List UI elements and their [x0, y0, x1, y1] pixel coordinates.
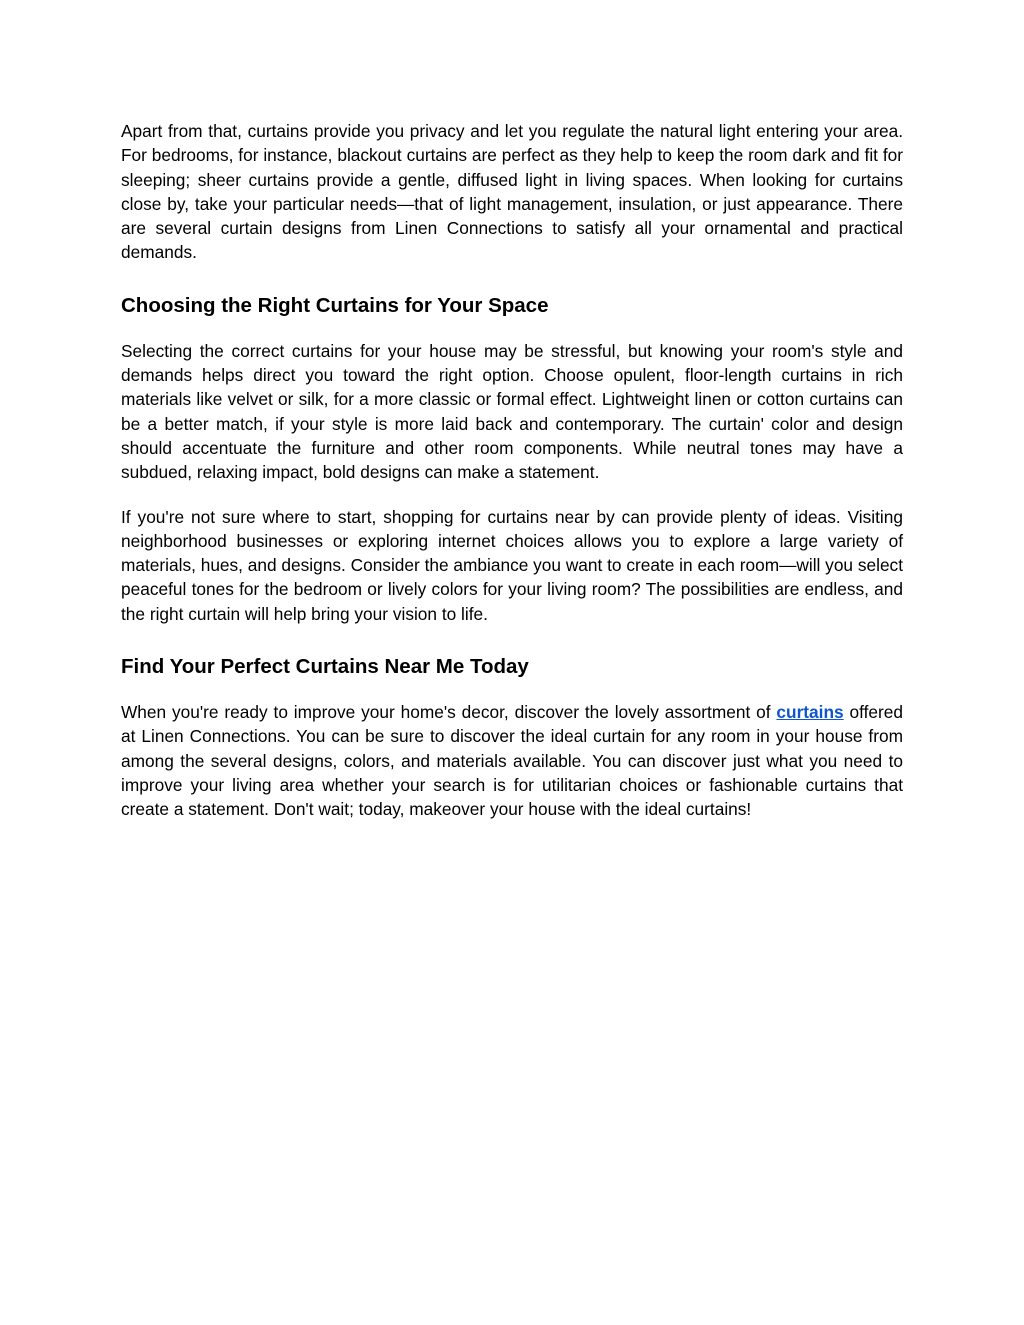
spacer	[121, 680, 903, 700]
paragraph-privacy-light: Apart from that, curtains provide you privacy and let you regulate the natural light entering your area. For bedrooms, for instance, blackout curtains are perfect as they help to keep the room dark and fit for sleeping; sheer curtains provide a gentle, diffused light in living spaces. When looking for curtains close by, take your particular needs—that of light management, insulation, or just appearance. There are several curtain designs from Linen Connections to satisfy all your ornamental and practical demands.	[121, 121, 903, 263]
paragraph-text-before-link: When you're ready to improve your home's decor, discover the lovely assortment of	[121, 702, 777, 723]
paragraph-text-after-link: offered at Linen Connections. You can be sure to discover the ideal curtain for any room in your house from among the several designs, colors, and materials available. You can discover just what you need to improve your living area whether your search is for utilitarian choices or fashionable curtains that create a statement. Don't wait; today, makeover your house with the ideal curtains!	[121, 702, 904, 820]
paragraph-linen-connections	[121, 700, 903, 821]
spacer	[121, 485, 903, 505]
paragraph-selecting-curtains: Selecting the correct curtains for your house may be stressful, but knowing your room's style and demands helps direct you toward the right option. Choose opulent, floor-length curtains in rich materials like velvet or silk, for a more classic or formal effect. Lightweight linen or cotton curtains can be a better match, if your style is more laid back and contemporary. The curtain' color and design should accentuate the furniture and other room components. While neutral tones may have a subdued, relaxing impact, bold designs can make a statement.	[121, 340, 903, 483]
curtains-link[interactable]: curtains	[776, 702, 844, 723]
spacer	[121, 265, 903, 293]
paragraph-shopping-ideas: If you're not sure where to start, shopping for curtains near by can provide plenty of ideas. Visiting neighborhood businesses or exploring internet choices allows you to explore a large variety of materials, hues, and designs. Consider the ambiance you want to create in each room—will you select peaceful tones for the bedroom or lively colors for your living room? The possibilities are endless, and the right curtain will help bring your vision to life.	[121, 506, 903, 624]
spacer	[121, 626, 903, 654]
heading-choosing-curtains: Choosing the Right Curtains for Your Space	[121, 293, 549, 317]
document-page	[121, 119, 903, 822]
spacer	[121, 319, 903, 339]
heading-find-curtains: Find Your Perfect Curtains Near Me Today	[121, 655, 529, 679]
